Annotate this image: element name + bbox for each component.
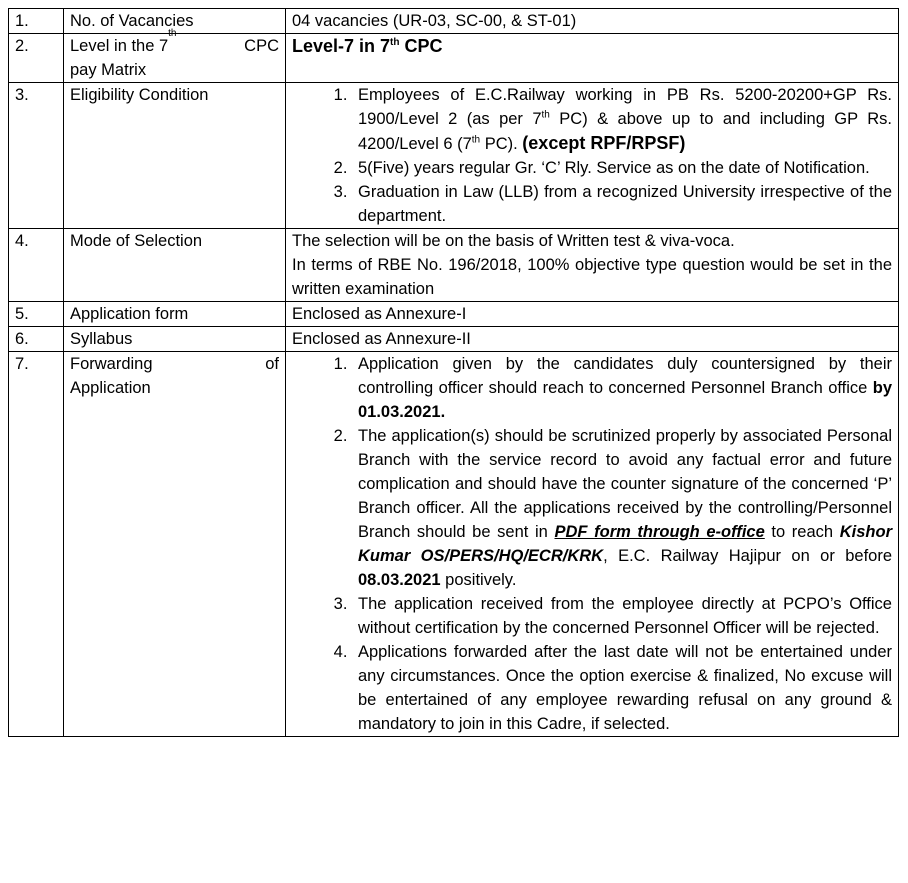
row-value [286, 352, 899, 737]
row-value: The selection will be on the basis of Written test & viva-voca. In terms of RBE No. 196/2018, 100% objective type question would be set in the written examination [286, 229, 899, 302]
table-row [9, 327, 899, 352]
list-item: 1. Employees of E.C.Railway working in PB Rs. 5200-20200+GP Rs. 1900/Level 2 (as per 7th PC) & above up to and including GP Rs. 4200/Level 6 (7th PC). (except RPF/RPSF) [352, 83, 892, 156]
row-number: 7. [9, 352, 64, 737]
final-date: 08.03.2021 [358, 571, 441, 589]
row-label: Eligibility Condition [64, 83, 286, 229]
list-item: 3. Graduation in Law (LLB) from a recognized University irrespective of the department. [352, 180, 892, 228]
row-number: 3. [9, 83, 64, 229]
label-text: Level in the 7 [70, 37, 169, 55]
row-number: 1. [9, 9, 64, 34]
row-label: Forwarding of Application [64, 352, 286, 737]
row-label: Syllabus [64, 327, 286, 352]
row-label: Application form [64, 302, 286, 327]
forwarding-list [292, 352, 892, 736]
notice-table [8, 8, 899, 737]
row-label: Level in the 7 th CPC pay Matrix [64, 34, 286, 83]
row-number: 4. [9, 229, 64, 302]
row-number: 6. [9, 327, 64, 352]
table-row [9, 9, 899, 34]
row-number: 5. [9, 302, 64, 327]
row-value: Enclosed as Annexure-I [286, 302, 899, 327]
deadline: by 01.03.2021. [358, 379, 892, 421]
row-value: Enclosed as Annexure-II [286, 327, 899, 352]
table-row [9, 229, 899, 302]
row-value: Level-7 in 7th CPC [286, 34, 899, 83]
row-label: No. of Vacancies [64, 9, 286, 34]
table-row [9, 83, 899, 229]
list-item: 1. Application given by the candidates duly countersigned by their controlling officer should reach to concerned Personnel Branch office by 01.03.2021. [352, 352, 892, 424]
table-row [9, 302, 899, 327]
exception-note: (except RPF/RPSF) [522, 133, 686, 153]
list-item: 2. 5(Five) years regular Gr. ‘C’ Rly. Service as on the date of Notification. [352, 156, 892, 180]
table-row [9, 352, 899, 737]
list-item: 4. Applications forwarded after the last date will not be entertained under any circumstances. Once the option exercise & finalized, No excuse will be entertained of any employee rewarding refusal on any ground & mandatory to join in this Cadre, if selected. [352, 640, 892, 736]
table-row [9, 34, 899, 83]
row-label: Mode of Selection [64, 229, 286, 302]
row-value: 04 vacancies (UR-03, SC-00, & ST-01) [286, 9, 899, 34]
submission-method: PDF form through e-office [554, 523, 765, 541]
list-item: 2. The application(s) should be scrutinized properly by associated Personal Branch with the service record to avoid any factual error and future complication and should have the counter signature of the concerned ‘P’ Branch officer. All the applications received by the controlling/Personnel Branch should be sent in PDF form through e-office to reach Kishor Kumar OS/PERS/HQ/ECR/KRK, E.C. Railway Hajipur on or before 08.03.2021 positively. [352, 424, 892, 592]
list-item: 3. The application received from the employee directly at PCPO’s Office without certification by the concerned Personnel Officer will be rejected. [352, 592, 892, 640]
eligibility-list [292, 83, 892, 228]
superscript: th [168, 28, 177, 39]
row-value [286, 83, 899, 229]
row-number: 2. [9, 34, 64, 83]
recipient-name: Kishor Kumar OS/PERS/HQ/ECR/KRK [358, 523, 892, 565]
